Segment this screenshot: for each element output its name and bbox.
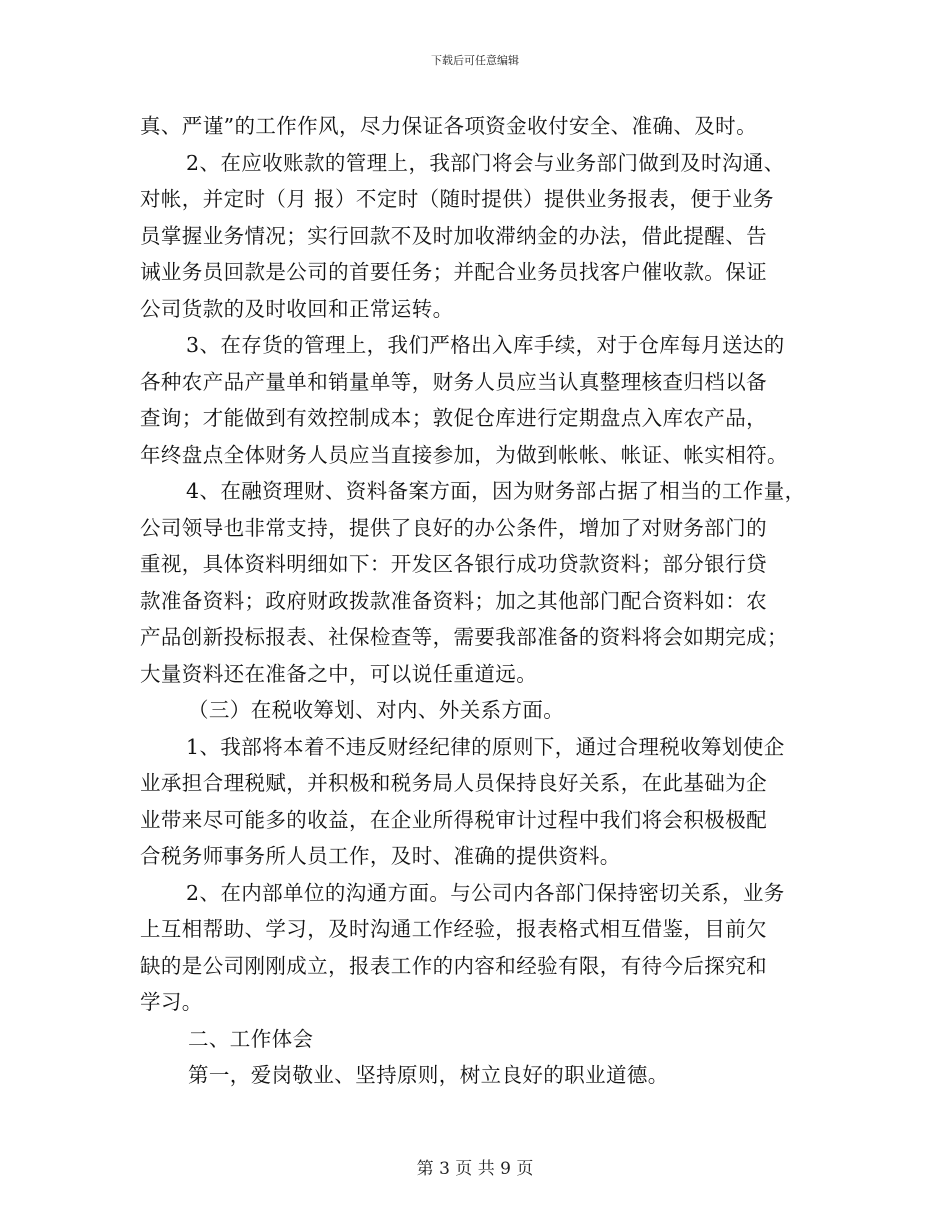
page-header: 下载后可任意编辑 (431, 54, 519, 67)
text-line: 对帐，并定时（月 报）不定时（随时提供）提供业务报表，便于业务 (140, 187, 774, 211)
text-line: 款准备资料；政府财政拨款准备资料；加之其他部门配合资料如：农 (140, 588, 767, 613)
text-line: 1、我部将本着不违反财经纪律的原则下，通过合理税收筹划使企 (186, 734, 785, 759)
text-line: 合税务师事务所人员工作，及时、准确的提供资料。 (140, 844, 621, 868)
text-line: 2、在应收账款的管理上，我部门将会与业务部门做到及时沟通、 (186, 150, 785, 175)
text-line: 产品创新投标报表、社保检查等，需要我部准备的资料将会如期完成； (140, 625, 788, 649)
text-line: 公司货款的及时收回和正常运转。 (140, 296, 454, 321)
text-line: 公司领导也非常支持，提供了良好的办公条件，增加了对财务部门的 (140, 515, 767, 540)
text-line: 业承担合理税赋，并积极和税务局人员保持良好关系，在此基础为企 (140, 771, 767, 795)
text-line: 真、严谨”的工作作风，尽力保证各项资金收付安全、准确、及时。 (140, 114, 757, 138)
text-line: 查询；才能做到有效控制成本；敦促仓库进行定期盘点入库农产品， (140, 406, 767, 430)
text-line: 2、在内部单位的沟通方面。与公司内各部门保持密切关系，业务 (186, 880, 785, 905)
text-line: 业带来尽可能多的收益，在企业所得税审计过程中我们将会积极极配 (140, 807, 767, 832)
text-line: 员掌握业务情况；实行回款不及时加收滞纳金的办法，借此提醒、告 (140, 223, 767, 248)
text-line: 重视，具体资料明细如下：开发区各银行成功贷款资料；部分银行贷 (140, 552, 767, 576)
text-line: 大量资料还在准备之中，可以说任重道远。 (140, 661, 538, 686)
text-line: 缺的是公司刚刚成立，报表工作的内容和经验有限，有待今后探究和 (140, 953, 767, 978)
text-line: 第一，爱岗敬业、坚持原则，树立良好的职业道德。 (188, 1063, 669, 1087)
text-line: 上互相帮助、学习，及时沟通工作经验，报表格式相互借鉴，目前欠 (140, 917, 767, 941)
page-footer: 第 3 页 共 9 页 (416, 1159, 534, 1179)
document-body (140, 108, 830, 1094)
text-line: 各种农产品产量单和销量单等，财务人员应当认真整理核查归档以备 (140, 369, 767, 394)
section-heading: 二、工作体会 (188, 1026, 314, 1051)
text-line: 3、在存货的管理上，我们严格出入库手续，对于仓库每月送达的 (186, 333, 785, 357)
section-heading: （三）在税收筹划、对内、外关系方面。 (188, 698, 565, 722)
text-line: 4、在融资理财、资料备案方面，因为财务部占据了相当的工作量， (186, 479, 806, 503)
text-line: 年终盘点全体财务人员应当直接参加，为做到帐帐、帐证、帐实相符。 (140, 442, 788, 467)
text-line: 学习。 (140, 990, 203, 1014)
text-line: 诫业务员回款是公司的首要任务；并配合业务员找客户催收款。保证 (140, 260, 767, 284)
